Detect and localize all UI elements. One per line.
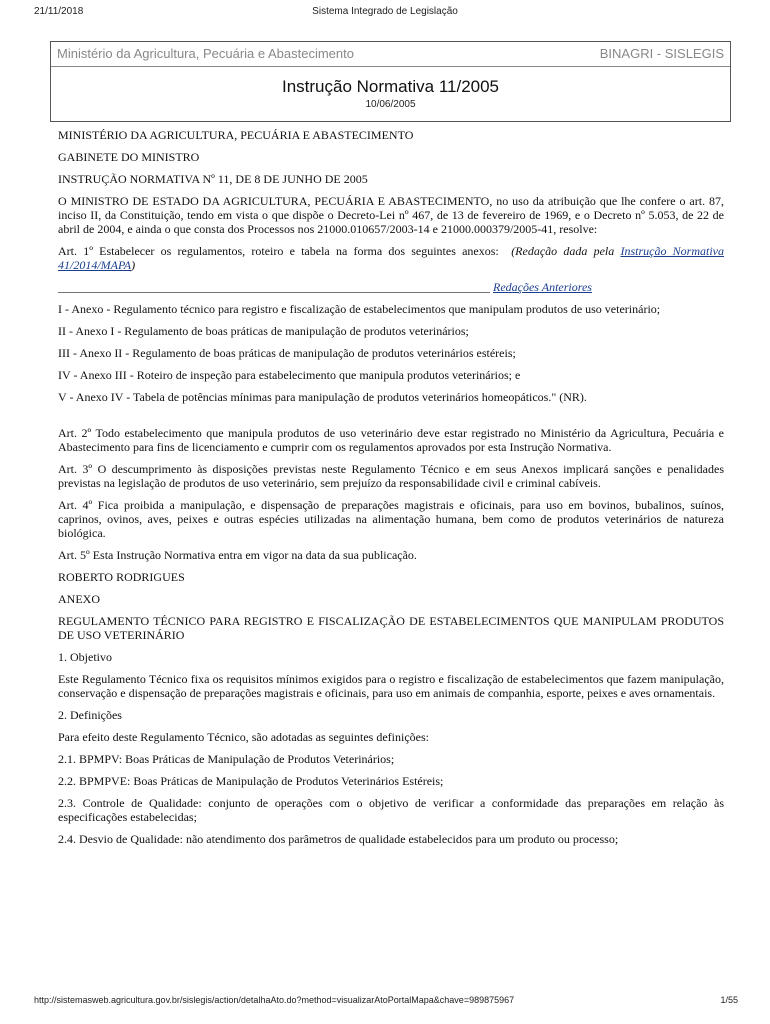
article-1-note-prefix: (Redação dada pela	[511, 244, 615, 258]
print-page-title: Sistema Integrado de Legislação	[312, 6, 458, 17]
definition-2-2: 2.2. BPMPVE: Boas Práticas de Manipulação de Produtos Veterinários Estéreis;	[58, 774, 444, 788]
preamble-paragraph: O MINISTRO DE ESTADO DA AGRICULTURA, PECUÁRIA E ABASTECIMENTO, no uso da atribuição que lhe confere o art. 87, inciso II, da Constituição, tendo em vista o que dispõe o Decreto-Lei nº 467, de 13 de fevereiro de 1969, e o Decreto nº 5.053, de 22 de abril de 2004, e ainda o que consta dos Processos nos 21000.010657/2003-14 e 21000.000379/2005-41, resolve:	[58, 194, 724, 236]
document-title: Instrução Normativa 11/2005	[281, 77, 500, 96]
signature: ROBERTO RODRIGUES	[58, 570, 185, 584]
article-1-note-suffix: )	[131, 258, 136, 272]
anexo-item-iv: IV - Anexo III - Roteiro de inspeção para estabelecimento que manipula produtos veterinários; e	[58, 368, 521, 382]
document-body	[58, 128, 724, 854]
anexo-item-ii: II - Anexo I - Regulamento de boas práticas de manipulação de produtos veterinários;	[58, 324, 469, 338]
anexo-heading: ANEXO	[58, 592, 100, 606]
cabinet-heading: GABINETE DO MINISTRO	[58, 150, 200, 164]
document-date: 10/06/2005	[365, 99, 416, 110]
anexo-item-v: V - Anexo IV - Tabela de potências mínimas para manipulação de produtos veterinários homeopáticos." (NR).	[58, 390, 587, 404]
article-1-text: Art. 1º Estabelecer os regulamentos, roteiro e tabela na forma dos seguintes anexos:	[58, 244, 499, 258]
section-1-title: 1. Objetivo	[58, 650, 112, 664]
article-4: Art. 4º Fica proibida a manipulação, e dispensação de preparações magistrais e oficinais, para uso em bovinos, bubalinos, suínos, caprinos, ovinos, aves, peixes e outras espécies utilizadas na alimentação humana, bem como de produtos veterinários de natureza biológica.	[58, 498, 724, 540]
definition-2-3: 2.3. Controle de Qualidade: conjunto de operações com o objetivo de verificar a conformidade das preparações em relação às especificações estabelecidas;	[58, 796, 724, 824]
section-2-title: 2. Definições	[58, 708, 122, 722]
system-label: BINAGRI - SISLEGIS	[599, 46, 724, 61]
redacoes-anteriores-link[interactable]: Redações Anteriores	[493, 280, 592, 294]
document-header-box	[50, 41, 731, 122]
ministry-heading: MINISTÉRIO DA AGRICULTURA, PECUÁRIA E ABASTECIMENTO	[58, 128, 414, 142]
print-header	[0, 4, 770, 20]
section-2-intro: Para efeito deste Regulamento Técnico, são adotadas as seguintes definições:	[58, 730, 429, 744]
anexo-item-i: I - Anexo - Regulamento técnico para registro e fiscalização de estabelecimentos que manipulam produtos de uso veterinário;	[58, 302, 661, 316]
in-41-2014-link[interactable]: Instrução Normativa 41/2014/MAPA	[58, 244, 725, 272]
page-number: 1/55	[720, 995, 738, 1005]
anexo-item-iii: III - Anexo II - Regulamento de boas práticas de manipulação de produtos veterinários estéreis;	[58, 346, 516, 360]
separator-line: ________________________________________________________________________	[58, 280, 490, 294]
redacoes-anteriores-row	[58, 280, 724, 294]
definition-2-1: 2.1. BPMPV: Boas Práticas de Manipulação de Produtos Veterinários;	[58, 752, 395, 766]
ministry-label: Ministério da Agricultura, Pecuária e Abastecimento	[57, 46, 354, 61]
page-url: http://sistemasweb.agricultura.gov.br/sislegis/action/detalhaAto.do?method=visualizarAtoPortalMapa&chave=989875967	[34, 995, 515, 1005]
article-5: Art. 5º Esta Instrução Normativa entra em vigor na data da sua publicação.	[58, 548, 417, 562]
print-date: 21/11/2018	[34, 6, 84, 17]
regulation-title: REGULAMENTO TÉCNICO PARA REGISTRO E FISCALIZAÇÃO DE ESTABELECIMENTOS QUE MANIPULAM PRODUTOS DE USO VETERINÁRIO	[58, 614, 724, 642]
article-1	[58, 244, 724, 272]
print-footer	[0, 995, 770, 1009]
article-2: Art. 2º Todo estabelecimento que manipula produtos de uso veterinário deve estar registrado no Ministério da Agricultura, Pecuária e Abastecimento para fins de licenciamento e cumprir com os regulamentos aprovados por esta Instrução Normativa.	[58, 426, 724, 454]
header-bar	[51, 42, 730, 67]
definition-2-4: 2.4. Desvio de Qualidade: não atendimento dos parâmetros de qualidade estabelecidos para um produto ou processo;	[58, 832, 619, 846]
article-3: Art. 3º O descumprimento às disposições previstas neste Regulamento Técnico e em seus Anexos implicará sanções e penalidades previstas na legislação de produtos de uso veterinário, sem prejuízo da responsabilidade civil e criminal cabíveis.	[58, 462, 724, 490]
section-1-text: Este Regulamento Técnico fixa os requisitos mínimos exigidos para o registro e fiscalização de estabelecimentos que fazem manipulação, conservação e dispensação de preparações magistrais e oficinais, para uso em animais de companhia, esporte, peixes e aves ornamentais.	[58, 672, 724, 700]
instruction-heading: INSTRUÇÃO NORMATIVA Nº 11, DE 8 DE JUNHO DE 2005	[58, 172, 368, 186]
